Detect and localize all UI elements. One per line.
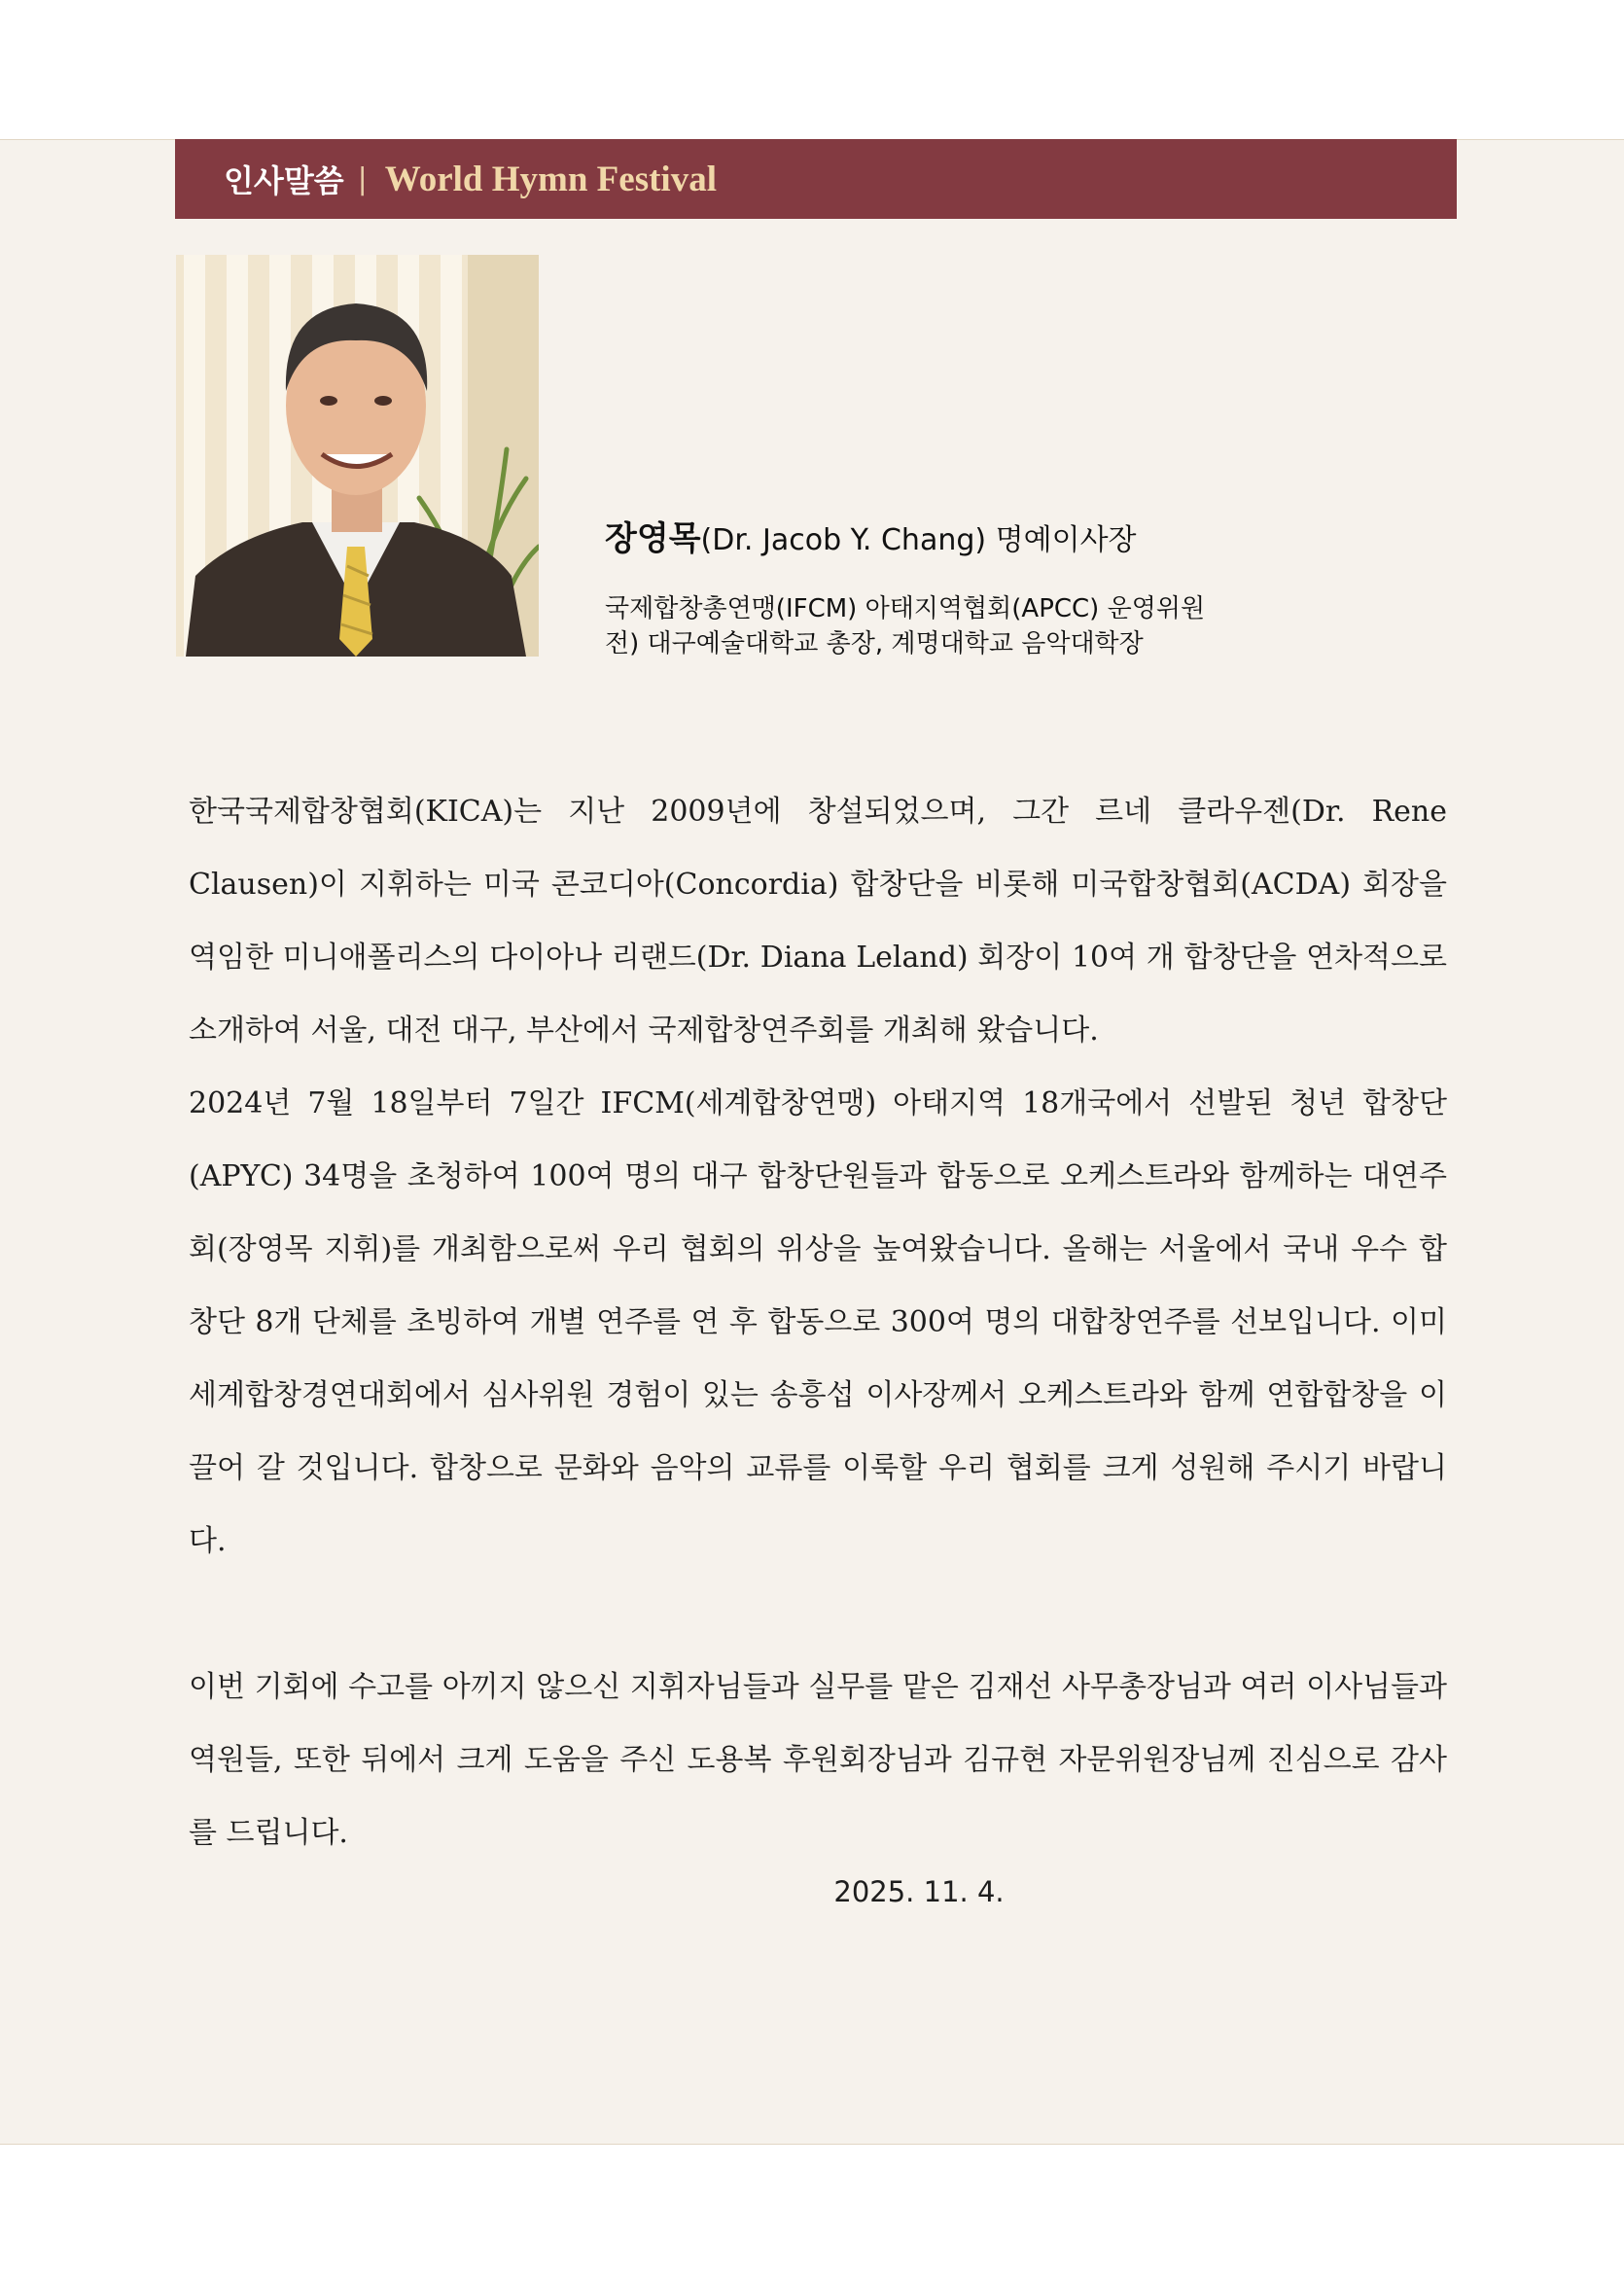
page-title: 인사말씀 [224,162,344,199]
affiliation-former: 전) 대구예술대학교 총장, 계명대학교 음악대학장 [605,629,1144,658]
greeting-paragraph-3: 이번 기회에 수고를 아끼지 않으신 지휘자님들과 실무를 맡은 김재선 사무총장님과 여러 이사님들과 역원들, 또한 뒤에서 크게 도움을 주신 도용복 후원회장님과 김규현 자문위원장님께 진심으로 감사를 드립니다. [189,1670,1447,1850]
portrait-illustration [176,255,539,657]
letter-date: 2025. 11. 4. [833,1875,1005,1908]
greeting-paragraph-1: 한국국제합창협회(KICA)는 지난 2009년에 창설되었으며, 그간 르네 클라우젠(Dr. Rene Clausen)이 지휘하는 미국 콘코디아(Concordia) 합창단을 비롯해 미국합창협회(ACDA) 회장을 역임한 미니애폴리스의 다이아나 리랜드(Dr. Diana Leland) 회장이 10여 개 합창단을 연차적으로 소개하여 서울, 대전 대구, 부산에서 국제합창연주회를 개최해 왔습니다. [189,795,1447,1048]
affiliation-current: 국제합창총연맹(IFCM) 아태지역협회(APCC) 운영위원 [605,594,1206,623]
person-english-name: (Dr. Jacob Y. Chang) [700,523,987,557]
person-name: 장영목 [605,519,701,558]
person-position: 명예이사장 [995,523,1137,557]
portrait-photo [176,255,539,657]
greeting-paragraph-2: 2024년 7월 18일부터 7일간 IFCM(세계합창연맹) 아태지역 18개국에서 선발된 청년 합창단(APYC) 34명을 초청하여 100여 명의 대구 합창단원들과 합동으로 오케스트라와 함께하는 대연주회(장영목 지휘)를 개최함으로써 우리 협회의 위상을 높여왔습니다. 올해는 서울에서 국내 우수 합창단 8개 단체를 초빙하여 개별 연주를 연 후 합동으로 300여 명의 대합창연주를 선보입니다. 이미 세계합창경연대회에서 심사위원 경험이 있는 송흥섭 이사장께서 오케스트라와 함께 연합합창을 이끌어 갈 것입니다. 합창으로 문화와 음악의 교류를 이룩할 우리 협회를 크게 성원해 주시기 바랍니다. [189,1086,1447,1558]
header-banner [175,139,1457,219]
profile-block [605,512,1383,661]
title-separator: | [357,161,368,196]
festival-name: World Hymn Festival [384,159,717,199]
profile-name-line [605,512,1383,559]
